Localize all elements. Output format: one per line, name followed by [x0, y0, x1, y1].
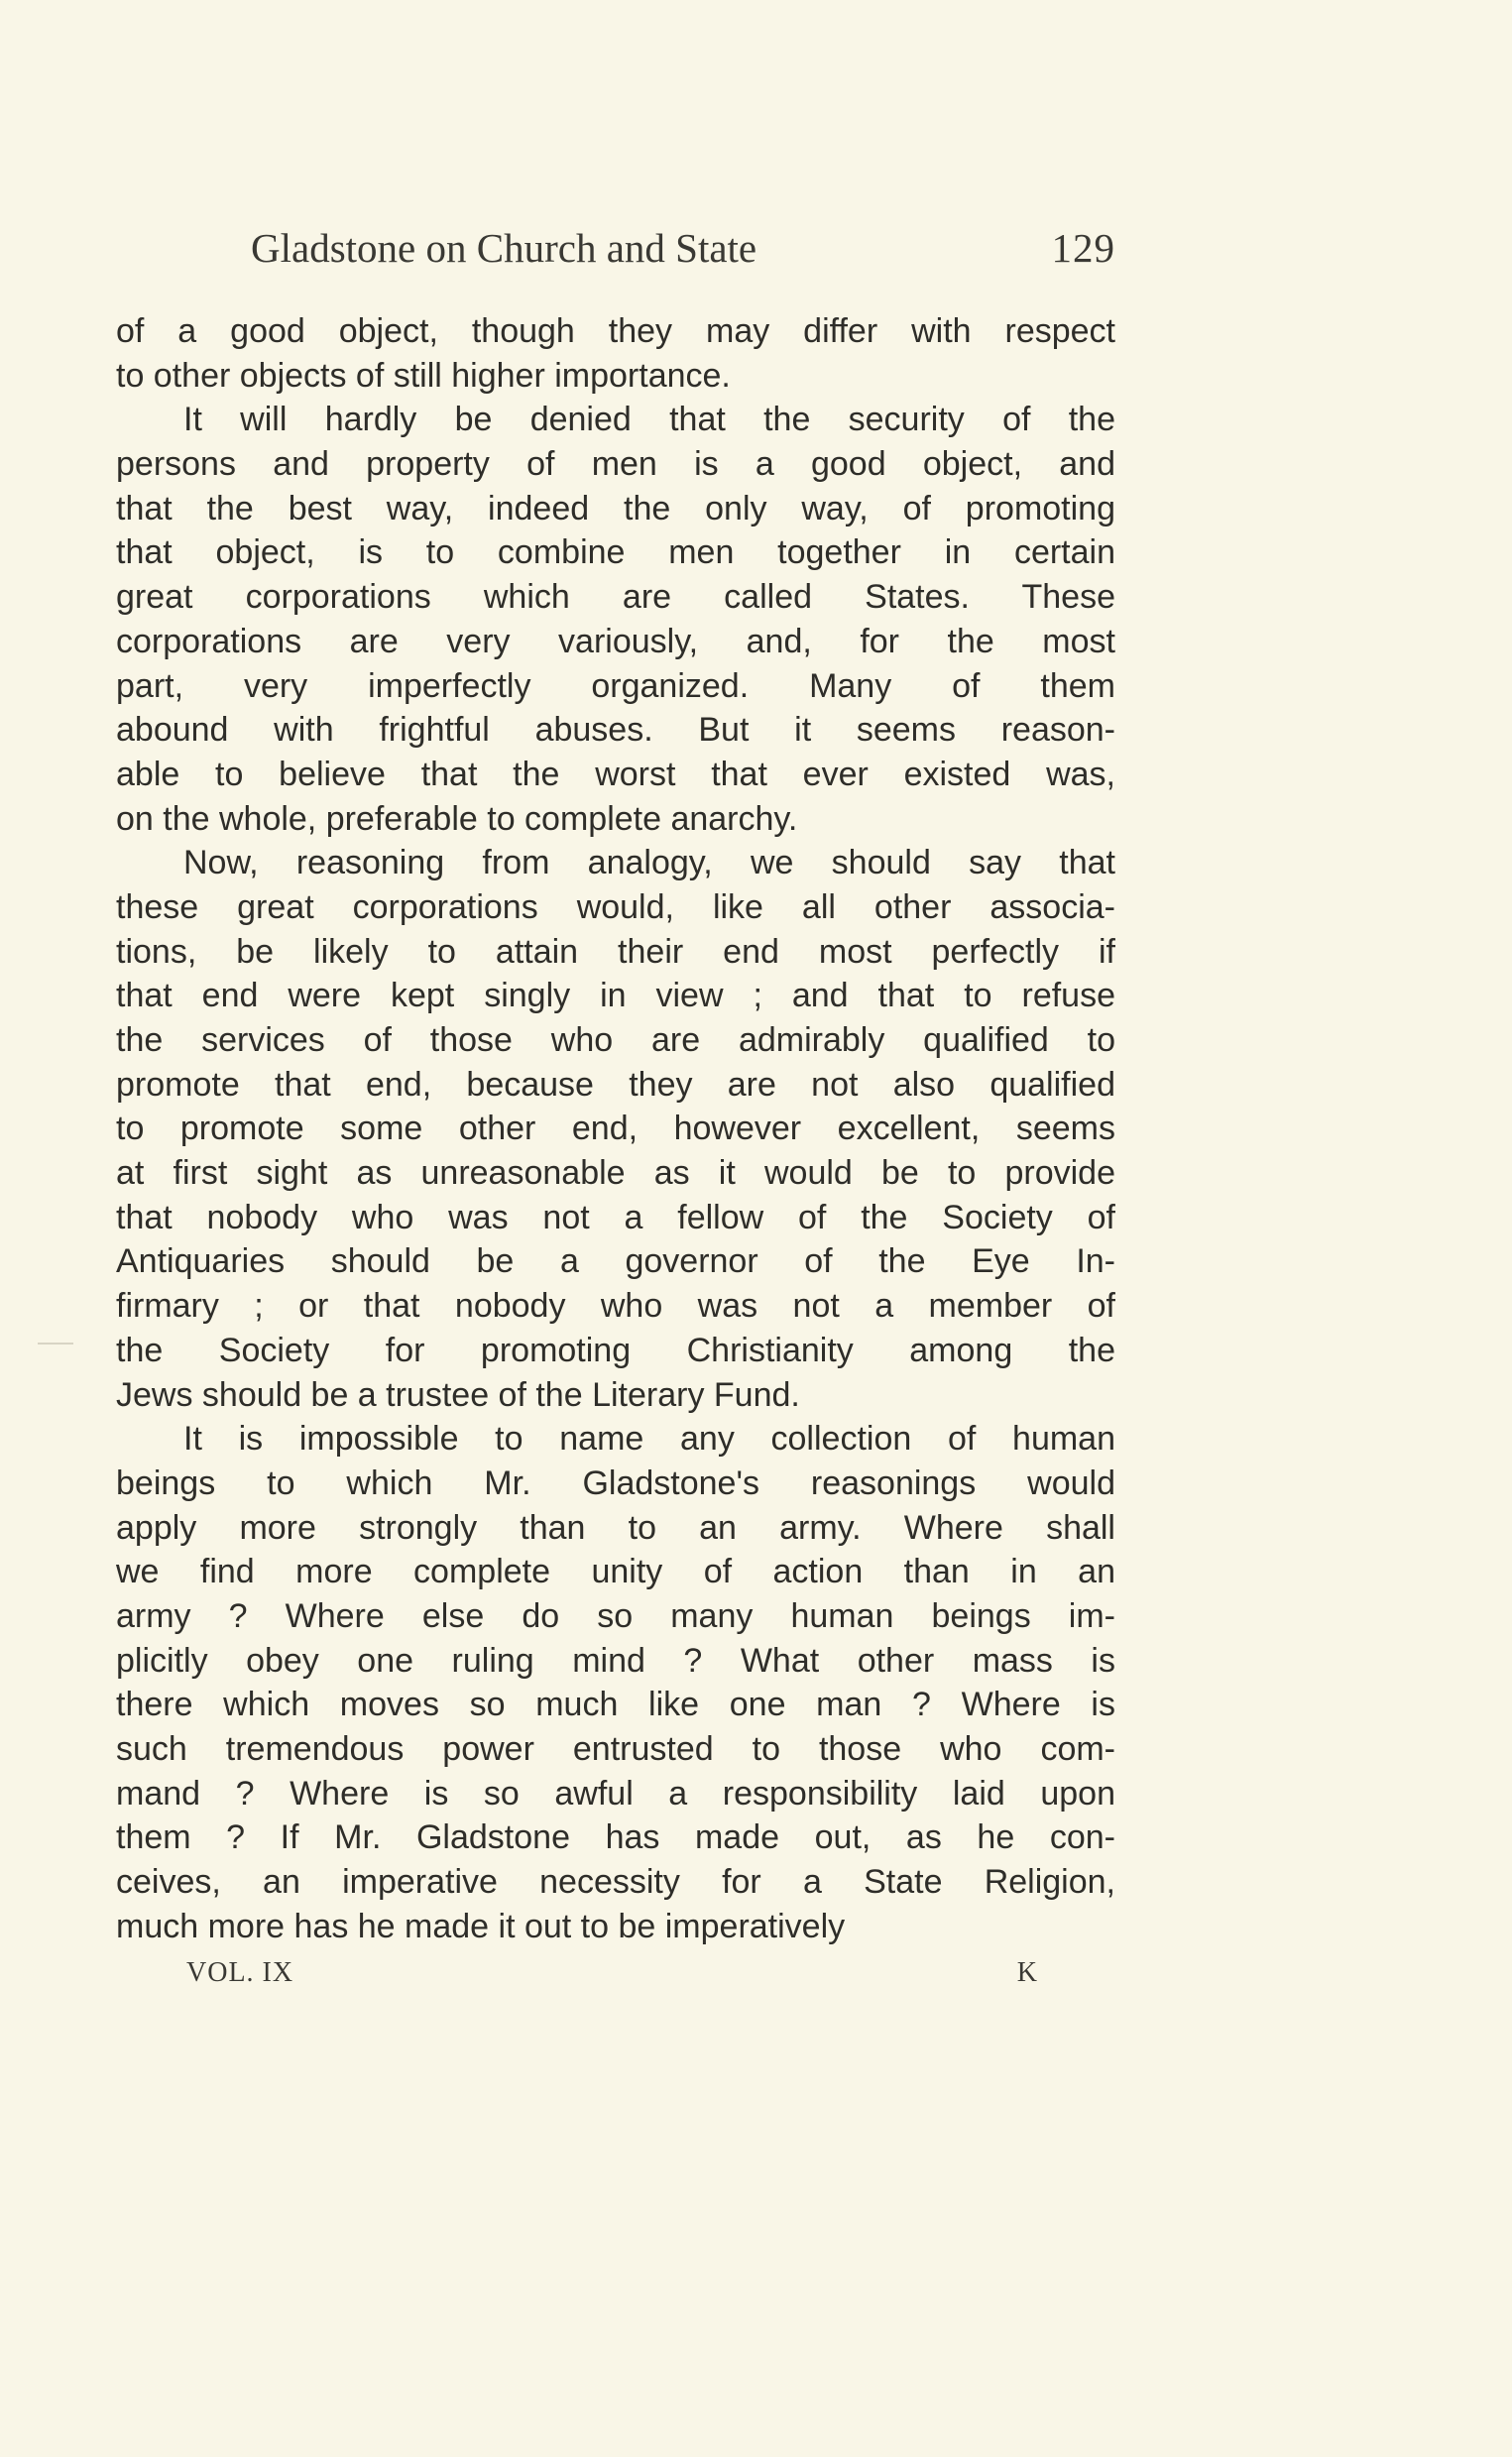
text-line: firmary ; or that nobody who was not a member of — [116, 1287, 1115, 1326]
text-line: plicitly obey one ruling mind ? What other mass is — [116, 1641, 1115, 1680]
volume-label: VOL. IX — [186, 1957, 294, 1988]
signature-line — [186, 1953, 1037, 1993]
text-line: Antiquaries should be a governor of the Eye In- — [116, 1242, 1115, 1281]
text-line: there which moves so much like one man ? Where is — [116, 1686, 1115, 1724]
text-line: that the best way, indeed the only way, of promoting — [116, 489, 1115, 527]
text-line: that object, is to combine men together in certain — [116, 533, 1115, 572]
text-line: to other objects of still higher importance. — [116, 356, 731, 395]
text-line: Now, reasoning from analogy, we should say that — [183, 844, 1115, 882]
text-line: the services of those who are admirably qualified to — [116, 1021, 1115, 1059]
text-line: these great corporations would, like all other associa- — [116, 887, 1115, 926]
text-line: them ? If Mr. Gladstone has made out, as he con- — [116, 1818, 1115, 1857]
text-line: the Society for promoting Christianity among the — [116, 1331, 1115, 1369]
body-text — [116, 309, 1115, 1948]
text-line: tions, be likely to attain their end most perfectly if — [116, 932, 1115, 971]
paragraph — [116, 398, 1115, 841]
text-line: army ? Where else do so many human beings im- — [116, 1596, 1115, 1635]
text-line: It will hardly be denied that the security of the — [183, 401, 1115, 439]
text-line: apply more strongly than to an army. Where shall — [116, 1508, 1115, 1547]
margin-mark — [38, 1343, 73, 1345]
text-line: we find more complete unity of action than in an — [116, 1553, 1115, 1591]
text-line: persons and property of men is a good object, and — [116, 445, 1115, 484]
text-line: great corporations which are called States. These — [116, 578, 1115, 617]
paragraph — [116, 309, 1115, 398]
text-line: to promote some other end, however excellent, seems — [116, 1110, 1115, 1148]
page-number: 129 — [1051, 225, 1115, 271]
signature-mark: K — [1016, 1957, 1037, 1988]
text-line: corporations are very variously, and, for the most — [116, 622, 1115, 660]
text-line: mand ? Where is so awful a responsibility laid upon — [116, 1774, 1115, 1813]
text-line: beings to which Mr. Gladstone's reasonings would — [116, 1463, 1115, 1502]
running-head — [251, 220, 1115, 276]
text-line: at first sight as unreasonable as it would be to provide — [116, 1154, 1115, 1193]
text-line: much more has he made it out to be imperatively — [116, 1907, 846, 1945]
text-line: promote that end, because they are not also qualified — [116, 1065, 1115, 1104]
text-line: Jews should be a trustee of the Literary Fund. — [116, 1375, 800, 1414]
text-line: part, very imperfectly organized. Many of them — [116, 666, 1115, 705]
text-line: on the whole, preferable to complete anarchy. — [116, 799, 798, 838]
text-line: able to believe that the worst that ever existed was, — [116, 755, 1115, 793]
text-line: abound with frightful abuses. But it seems reason- — [116, 711, 1115, 750]
text-line: that nobody who was not a fellow of the Society of — [116, 1198, 1115, 1236]
text-line: ceives, an imperative necessity for a State Religion, — [116, 1863, 1115, 1902]
text-line: It is impossible to name any collection of human — [183, 1420, 1115, 1459]
text-line: that end were kept singly in view ; and that to refuse — [116, 977, 1115, 1015]
text-line: of a good object, though they may differ with respect — [116, 312, 1115, 350]
text-line: such tremendous power entrusted to those who com- — [116, 1730, 1115, 1768]
paragraph — [116, 841, 1115, 1417]
running-head-title: Gladstone on Church and State — [251, 225, 757, 271]
paragraph — [116, 1417, 1115, 1948]
